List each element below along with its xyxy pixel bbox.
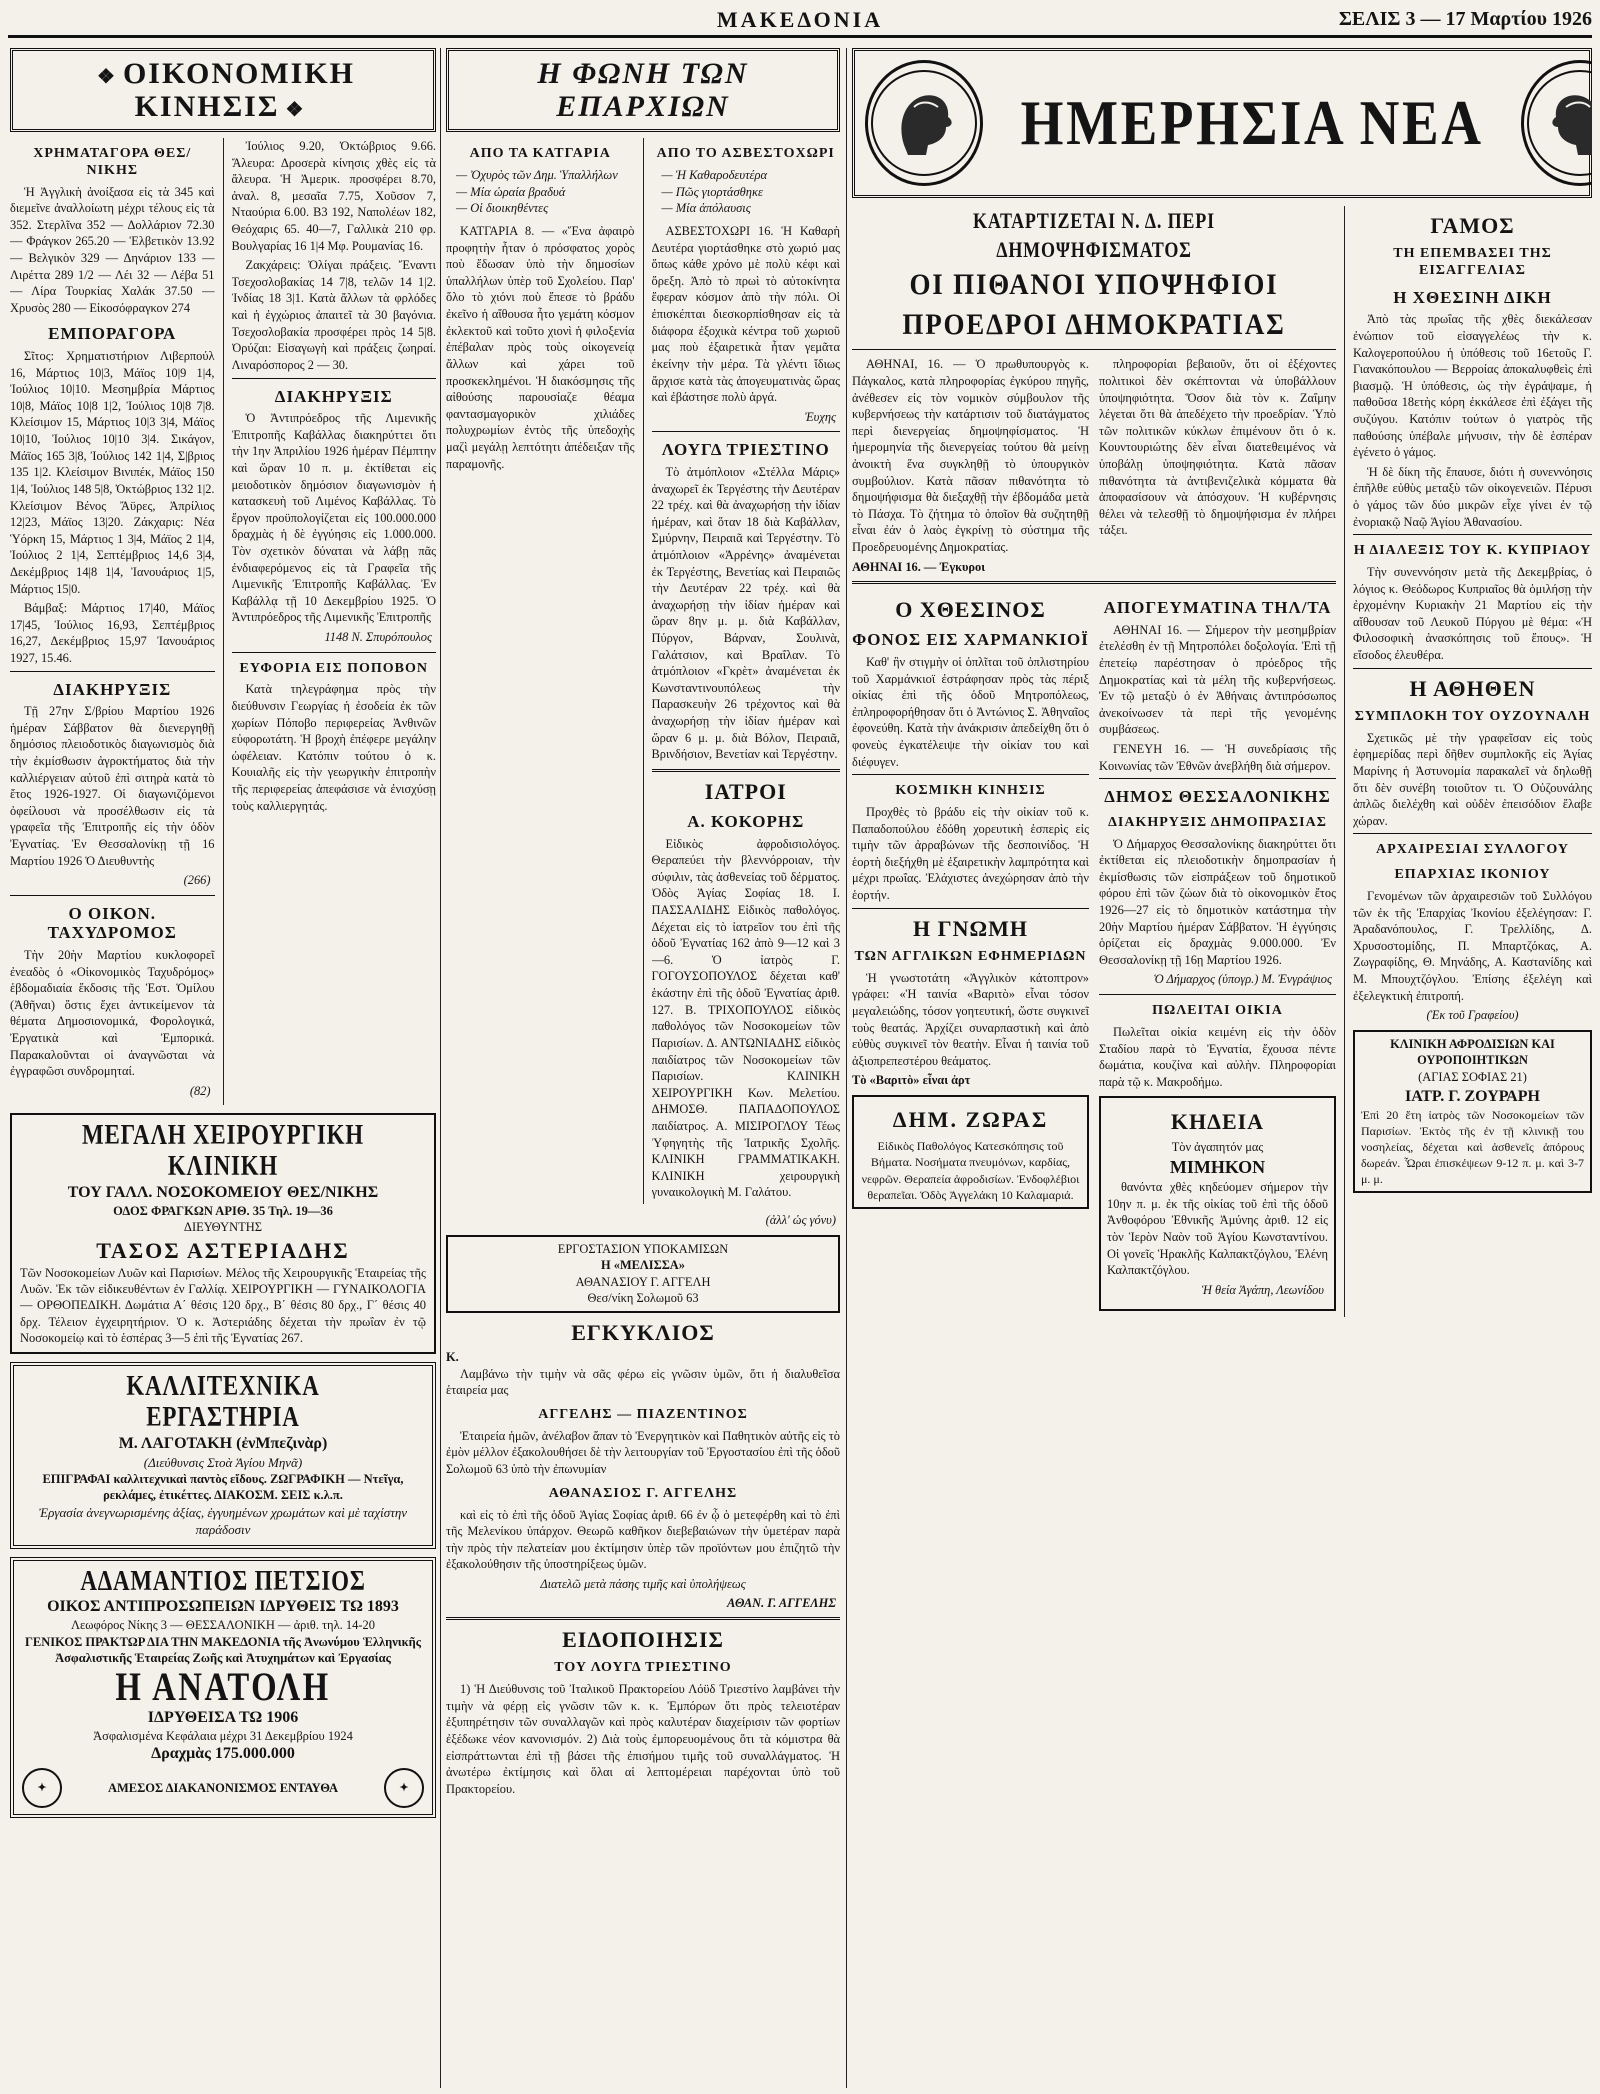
wedding-text-2: Ἡ δὲ δίκη τῆς ἔπαυσε, διότι ἡ συνεννόησις ἐπῆλθε εὐθὺς μεταξὺ τῶν οἰκογενειῶν. Πέρυσι ὁ γάμος τῶν δύο μικρῶν εἶχε γίνει ἐν τῷ ἐνοριακῷ Ναῷ Ἁγίου Ἀθανασίου. (1353, 464, 1592, 529)
clinic-ad (10, 1113, 436, 1354)
column-rule (440, 48, 441, 2088)
owner-name: ΑΘΑΝΑΣΙΟΣ Γ. ΑΓΓΕΛΗΣ (548, 1485, 738, 1501)
tenders-title: ΑΠΟΓΕΥΜΑΤΙΝΑ ΤΗΛ/ΤΑ (1103, 598, 1332, 618)
tenders-text: ΑΘΗΝΑΙ 16. — Σήμερον τὴν μεσημβρίαν ἐτελέσθη ἐν τῇ Μητροπόλει δοξολογία. Ἐπὶ τῇ ἐπετείῳ παρέστησαν ὁ πρόεδρος τῆς Δημοκρατίας καὶ τὰ μέλη τῆς κυβερνήσεως. Ἐν τῷ μεταξὺ ὁ ἐν Ἀθήναις ἀντιπρόσωπος ἀνεκοίνωσεν τὰ περὶ τῆς γενομένης συμβάσεως. (1099, 622, 1336, 737)
yesterday-story (852, 590, 1089, 1316)
list-item: — Πῶς γιορτάσθηκε (662, 184, 841, 201)
funeral-notice (1099, 1096, 1336, 1310)
owner-text: καὶ εἰς τὸ ἐπὶ τῆς ὁδοῦ Ἁγίας Σοφίας ἀριθ. 66 ἐν ᾧ ὁ μετεφέρθη καὶ τὸ ἐπὶ τῆς Μελενίκου ὑπάρχον. Θεωρῶ καθῆκον διεβεβαιώνων τὴν ὑμετέραν παρὰ τὴν πρὸς τὴν πελατείαν μου ἐκτίμησιν ὑπὲρ τῶν προϊόντων μου ἐπιζητῶ τὴν ἐξακολούθησιν τῆς ὑποστηρίξεως ὑμῶν. (446, 1507, 840, 1572)
daily-news-banner (852, 48, 1592, 198)
clinic-ad-director: ΤΑΣΟΣ ΑΣΤΕΡΙΑΔΗΣ (96, 1237, 350, 1263)
insurance-ad-company: Η ΑΝΑΤΟΛΗ (115, 1664, 331, 1710)
funeral-signature: Ἡ θεία Ἀγάπη, Λεωνίδου (1201, 1282, 1324, 1297)
owner-signature: ΑΘΑΝ. Γ. ΑΓΓΕΛΗΣ (727, 1595, 836, 1610)
art-ad-sub: (Διεύθυνσις Στοὰ Ἁγίου Μηνᾶ) (143, 1454, 303, 1470)
katgaria-text: ΚΑΤΓΑΡΙΑ 8. — «Ἕνα ἀφαιρὸ προφητὴν ἦταν ὁ πρόσφατος χορὸς ποὺ ἔδωσαν ὑπὸ τὴν δημοσίων ὑπαλλήλων ὑπὲρ τοῦ Σχολείου. Παρ' ὅλο τὸ χιόνι ποὺ ἔπεσε τὸ βράδυ ἐκεῖνο ἡ αἴθουσα ἦτο γεμάτη κόσμον ἐκλεκτοῦ καὶ τοῦτο χιονὶ ἡ φιλοξενία ἐπέβαλαν πρὸς τοὺς οἰκογενείᾳ ἄλλων καὶ χάρει τοῦ προσκεκλημένοι. Ἡ διακόσμησις τῆς αἰθούσης παρουσίαζε θέαμα φαντασμαγορικὸν χιλιάδες πολυχρωμίων ἐντὸς τῆς ὑπεδοχὴς μαζὶ μεγάλῃ λεπτότητι ἀπέδειξαν τῆς παραμονῆς. (446, 224, 635, 471)
venereal-ad-name: ΙΑΤΡ. Γ. ΖΟΥΡΑΡΗ (1405, 1087, 1540, 1105)
medallion-left-icon (865, 60, 983, 186)
encyclical-title: ΕΓΚΥΚΛΙΟΣ (571, 1320, 715, 1346)
commodity-text: Σῖτος: Χρηματιστήριον Λιβερπούλ 16, Μάρτιος 10|3, Μάϊος 10|9 1|4, Ἰούλιος 10|10. Μεσημβρία Μάρτιος 10|8, Μάϊος 10|8 1|2, Ἰούλιος 10|8 7|8. Κλείσιμον 15, Μάρτιος 10|3 3|4, Μάϊος 10|10, Ἰούλιος 10|10 3|4. Σικάγον, Μάϊος 165 3|8, Ἰούλιος 142 1|4, Σ|βριος 135 1|2. Κλείσιμον Βινιπέκ, Μάϊος 150 1|4, Ἰούλιος 148 5|8, Ὀκτώβριος 132 1|2. Κλείσιμον Βένος Ἄϋρες, Ἀπρίλιος 12|23, Μάϊος 13|20. Ζάκχαρις: Νέα Ὑόρκη 15, Μάρτιος 1 3|4, Μάϊος 2 1|4, Ἰούλιος 2 1|4, Σεπτέμβριος 14,6 3|4, Δεκέμβριος 14|8 1|4, Ἰανουάριος 1|5, Μάρτιος 15|0. (10, 349, 215, 596)
opinion-sub: ΤΩΝ ΑΓΓΛΙΚΩΝ ΕΦΗΜΕΡΙΔΩΝ (854, 948, 1087, 964)
declaration-title: ΔΙΑΚΗΡΥΞΙΣ (53, 679, 172, 699)
masthead (8, 4, 1592, 38)
social-title: ΚΟΣΜΙΚΗ ΚΙΝΗΣΙΣ (895, 783, 1046, 799)
factory-label: ΕΡΓΟΣΤΑΣΙΟΝ ΥΠΟΚΑΜΙΣΩΝ (557, 1241, 729, 1256)
dim-title: ΔΗΜ. ΖΩΡΑΣ (892, 1106, 1049, 1132)
declaration2-signature: 1148 Ν. Σπυρόπουλος (324, 630, 432, 644)
partners-text: Ἐταιρεία ἡμῶν, ἀνέλαβον ἅπαν τὸ Ἐνεργητικὸν καὶ Παθητικὸν αὐτῆς εἰς τὸ ἐμὸν μέλλον ἐξακολουθήσει δὲ τὴν λειτουργίαν τοῦ Ἐργοστασίου ἐπὶ τῆς ὁδοῦ Σολωμοῦ 63 ὑπὸ τὴν ἐπωνυμίαν (446, 1428, 840, 1477)
clinic-ad-title-2: ΤΟΥ ΓΑΛΛ. ΝΟΣΟΚΟΜΕΙΟΥ ΘΕΣ/ΝΙΚΗΣ (67, 1184, 379, 1202)
provinces-right (652, 138, 841, 1204)
athens-sub: ΣΥΜΠΛΟΚΗ ΤΟΥ ΟΥΖΟΥΝΑΛΗ (1354, 708, 1591, 724)
insurance-ad-profits: Ἀσφαλισμένα Κεφάλαια μέχρι 31 Δεκεμβρίου 1924 (93, 1729, 353, 1744)
notices-title: ΕΙΔΟΠΟΙΗΣΙΣ (562, 1627, 724, 1653)
funeral-name: ΜΙΜΗΚΟΝ (1169, 1157, 1266, 1178)
venereal-ad-title: ΚΛΙΝΙΚΗ ΑΦΡΟΔΙΣΙΩΝ ΚΑΙ ΟΥΡΟΠΟΙΗΤΙΚΩΝ (1390, 1036, 1555, 1068)
athens-text: Σχετικῶς μὲ τὴν γραφεῖσαν εἰς τοὺς ἐφημερίδας περὶ δῆθεν συμπλοκῆς εἰς Ἁγίας Μαρίνης ἡ Ἀστυνομία παρακαλεῖ νὰ δηλωθῇ ὅτι δὲν συνέβη τοιοῦτον τι. Ὁ Οὐζουνάλης ἀπλῶς διελέχθη καὶ οὐδὲν ἐπεισόδιον ἔλαβε χώραν. (1353, 730, 1592, 828)
market-text-2: Ζακχάρεις: Ὀλίγαι πράξεις. Ἔναντι Τσεχοσλοβακίας 14 7|8, τελῶν 14 1|2. Ἰνδίας 18 3|1. Κατὰ ἄλλων τὰ φρλόδες καὶ ἡ ἐγχώριος ἀπαιτεῖ τὰ 30 βαγόνια. Τσεχοσλοβακία προσφέρει πρὸς 14 5|8. Ὀρύζαι: Εἰσαγωγὴ καὶ πράξεις ζωηραί. Λιναρόσπορος 2 — 30. (231, 258, 436, 372)
doctors-text: Εἰδικὸς ἀφροδισιολόγος. Θεραπεύει τὴν βλεννόρροιαν, τὴν σύφιλιν, τὰς ἀσθενείας τοῦ δέρματος. Ὁδὸς Ἁγίας Σοφίας 18. Ι. ΠΑΣΣΑΛΙΔΗΣ Εἰδικὸς παθολόγος. Δέχεται εἰς τὸ ἰατρεῖον του ἐπὶ τῆς ὁδοῦ Ἐγνατίας 162 ἀπὸ 9—12 καὶ 3—6. Ὁ ἰατρὸς Γ. ΓΟΓΟΥΣΟΠΟΥΛΟΣ δέχεται καθ' ἑκάστην ἐπὶ τῆς ὁδοῦ Ἐγνατίας ἀριθ. 127. Β. ΤΡΙΧΟΠΟΥΛΟΣ εἰδικὸς παθολόγος τῶν Νοσοκομείων τῶν Παρισίων. Δ. ΑΝΤΩΝΙΑΔΗΣ εἰδικὸς παιδίατρος τῶν Νοσοκομείων τῶν Παρισίων. ΚΛΙΝΙΚΗ ΧΕΙΡΟΥΡΓΙΚΗ Κων. Μελετίου. ΔΗΜΟΣΘ. ΠΑΠΑΔΟΠΟΥΛΟΣ παιδίατρος. Α. ΜΙΣΙΡΟΓΛΟΥ Τέως Ὑφηγητὴς τῆς Ἰατρικῆς Σχολῆς. ΚΛΙΝΙΚΗ ΓΡΑΜΜΑΤΙΚΑΚΗ. ΚΛΙΝΙΚΗ χειρουργικὴ γυναικολογικὴ Μ. Γαλάτου. (651, 836, 840, 1200)
dim-text: Εἰδικὸς Παθολόγος Κατεσκόπησις τοῦ Βήματα. Νοσήματα πνευμόνων, καρδίας, νεφρῶν. Θεραπεία ἀφροδισίων. Ἐνδοφλέβιοι θεραπεῖαι. Ὁδὸς Ἀγγελάκη 10 Καλαμαριά. (861, 1139, 1080, 1202)
trieste-text: Τὸ ἀτμόπλοιον «Στέλλα Μάρις» ἀναχωρεῖ ἐκ Τεργέστης τὴν Δευτέραν 22 τρέχ. καὶ θὰ ἀναχωρήσῃ τὴν ἰδίαν ἡμέραν, καὶ ὅταν 18 διὰ Καβάλλαν, Σμύρνην, Πειραιᾶ καὶ Τεργέστην. Τὸ ἀτμόπλοιον «Ἀρρένης» ἀναμένεται ἐκ Τεργέστης, Βενετίας καὶ Πειραιῶς τὴν Δευτέραν 22 τρέχ. καὶ θὰ ἀναχωρήσῃ τὴν ἰδίαν ἡμέραν καὶ ὥραν 8ην μ. μ. διὰ Καβάλλαν, Πύργον, Βάρναν, Σουλινὰ, Γαλάτσιον, καὶ Βραΐλαν. Τὸ ἀτμόπλοιον «Γκρὲτ» ἀναμένεται ἐκ Κωνσταντινουπόλεως τὴν Παρασκευὴν 26 τρέχοντος καὶ θὰ ἀναχωρήσῃ τὴν ἰδίαν ἡμέραν καὶ ὥραν 6 μ. μ. διὰ Βόλον, Πειραιᾶ, Βρινδήσιον, Βενετίαν καὶ Τεργέστην. (651, 464, 840, 762)
declaration-text: Τῇ 27ην Σ/βρίου Μαρτίου 1926 ἡμέραν Σάββατον θὰ διενεργηθῇ δημόσιος πλειοδοτικὸς διαγωνισμὸς διὰ τὴν ἐκμίσθωσιν ἀγροκτήματος διὰ τὴν καλλιέργειαν αὐτοῦ ἐπὶ σιτηρὰ κατὰ τὸ ἔτος 1926-1927. Οἱ διαγωνιζόμενοι ὀφείλουσι νὰ προσέλθωσιν εἰς τὰ γραφεῖα τῆς Ἐπιτροπῆς εἰς τὴν ὁδὸν Ἐγνατίας. Ἐν Θεσσαλονίκῃ τῇ 16 Μαρτίου 1926 Ὁ Διευθυντὴς (10, 704, 215, 868)
art-ad-title: ΚΑΛΛΙΤΕΧΝΙΚΑ ΕΡΓΑΣΤΗΡΙΑ (126, 1371, 320, 1434)
list-item: — Μία ὡραία βραδυά (456, 184, 635, 201)
asvestochori-title: ΑΠΟ ΤΟ ΑΣΒΕΣΤΟΧΩΡΙ (656, 146, 835, 161)
insurance-ad-founded: ΙΔΡΥΘΕΙΣΑ ΤΩ 1906 (147, 1709, 299, 1727)
ornament-icon: ❖ (97, 66, 117, 88)
tenders-story (1099, 590, 1336, 1316)
venereal-ad-text: Ἐπὶ 20 ἔτη ἰατρὸς τῶν Νοσοκομείων τῶν Παρισίων. Ἐκτὸς τῆς ἐν τῇ κλινικῇ του νοσηλείας, δέχεται καὶ ἀσθενεῖς ἀπόρους δωρεάν. Ὧραι ἐπισκέψεων 9-12 π. μ. καὶ 3-7 μ. μ. (1361, 1108, 1584, 1187)
municipal-sub: ΔΙΑΚΗΡΥΞΙΣ ΔΗΜΟΠΡΑΣΙΑΣ (1108, 814, 1327, 830)
ornament-icon: ❖ (285, 99, 306, 121)
owner-close: Διατελῶ μετὰ πάσης τιμῆς καὶ ὑπολήψεως (540, 1576, 746, 1591)
list-item: — Οἱ διοικηθέντες (456, 200, 635, 217)
section-header-provinces: Η ΦΩΝΗ ΤΩΝ ΕΠΑΡΧΙΩΝ (446, 48, 840, 132)
art-ad-note: Ἐργασία ἀνεγνωρισμένης ἀξίας, ἐγγυημένων χρωμάτων καὶ μὲ ταχίστην παράδοσιν (38, 1504, 408, 1538)
seal-icon: ✦ (384, 1768, 424, 1808)
house-title: ΠΩΛΕΙΤΑΙ ΟΙΚΙΑ (1152, 1003, 1283, 1019)
insurance-ad-amount: Δραχμὰς 175.000.000 (151, 1745, 295, 1763)
asvestochori-text: ΑΣΒΕΣΤΟΧΩΡΙ 16. Ἡ Καθαρὴ Δευτέρα γιορτάσθηκε στὸ χωριό μας ὅπως κάθε χρόνο μὲ πολὺ κέφι καὶ ὄρεξη. Ἀπὸ τὸ πρωὶ τὸ αὐτοκίνητα ἔφεραν κόσμον ἀπὸ τὴν πόλι. Οἱ ἐπισκέπται διεσκορπίσθησαν εἰς τὰ διάφορα ἐξοχικὰ κέντρα τοῦ χωριοῦ μας ποὺ ἐξαιρετικὰ ἦταν γεμᾶτα ἐκείνην τὴν μέρα. Τὰ γλέντι ἴδιως ἄρχισε κατὰ τὰς ἀπογευματινὰς ὥρας καὶ ἐβάστησε πολὺ ἀργά. (651, 224, 840, 405)
katgaria-title: ΑΠΟ ΤΑ ΚΑΤΓΑΡΙΑ (469, 146, 611, 161)
postman-title: Ο ΟΙΚΟΝ. ΤΑΧΥΔΡΟΜΟΣ (47, 903, 177, 943)
funeral-text: θανόντα χθὲς κηδεύομεν σήμερον τὴν 10ην π. μ. ἐκ τῆς οἰκίας τοῦ ἐπὶ τῆς ὁδοῦ Ἀνθοφόρου Ἐθνικῆς Ἀμύνης ἀριθ. 12 εἰς τὸν Ἱερὸν Ναὸν τοῦ Ἁγίου Κωνσταντίνου. Οἱ γονεῖς Ἡρακλῆς Καλπακτζόγλου, Ἐλένη Καλπακτζόγλου. (1107, 1180, 1328, 1278)
municipal-title: ΔΗΜΟΣ ΘΕΣΣΑΛΟΝΙΚΗΣ (1104, 787, 1331, 807)
insurance-ad-address: Λεωφόρος Νίκης 3 — ΘΕΣΣΑΛΟΝΙΚΗ — ἀριθ. τηλ. 14-20 (70, 1618, 376, 1633)
funeral-title: ΚΗΔΕΙΑ (1170, 1109, 1265, 1135)
wedding-sub-2: Η ΧΘΕΣΙΝΗ ΔΙΚΗ (1393, 287, 1552, 307)
tenders-text-2: ΓΕΝΕΥΗ 16. — Ἡ συνεδρίασις τῆς Κοινωνίας τῶν Ἐθνῶν ἀνεβλήθη διὰ σήμερον. (1099, 742, 1336, 773)
cypriot-text: Τὴν συνεννόησιν μετὰ τῆς Δεκεμβρίας, ὁ λόγιος κ. Θεόδωρος Κυπριαῖος θὰ ὁμιλήσῃ τὴν ἐρχομένην Κυριακὴν 21 Μαρτίου εἰς τὴν αἴθουσαν τοῦ Λευκοῦ Πύργου μὲ θέμα: «Ἡ Φιλοσοφικὴ ἀνασκόπησις τοῦ ἔπους». Ἡ εἴσοδος ἐλευθέρα. (1353, 565, 1592, 663)
lead-title-1: ΚΑΤΑΡΤΙΖΕΤΑΙ Ν. Δ. ΠΕΡΙ ΔΗΜΟΨΗΦΙΣΜΑΤΟΣ (973, 208, 1215, 263)
list-item: — Ὀχυρὸς τῶν Δημ. Ὑπαλλήλων (456, 167, 635, 184)
clinic-signature: (ἀλλ' ὡς γόνυ) (765, 1213, 836, 1228)
commodity-text-2: Βάμβαξ: Μάρτιος 17|40, Μάϊος 17|45, Ἰούλιος 16,93, Σεπτέμβριος 16,27, Δεκέμβριος 15,97 Ἰανουάριος 1927, 15.46. (10, 601, 215, 665)
provinces-lower-left (446, 1210, 840, 1800)
economy-left (10, 138, 215, 1105)
lead-text-a: ΑΘΗΝΑΙ, 16. — Ὁ πρωθυπουργὸς κ. Πάγκαλος, κατὰ πληροφορίας ἐγκύρου πηγῆς, ἀνέθεσεν εἰς τὸν νομικὸν σύμβουλον τῆς κυβερνήσεως τὴν κατάρτισιν τοῦ διατάγματος περὶ διενεργείας δημοψηφίσματος. Ἡ ἡμερομηνία τῆς διενεργείας τούτου θὰ μείνῃ ἀνοικτὴ ἕνα συγκληθῇ τὸ ὑπουργικὸν συμβούλιον. Κατὰ πᾶσαν πιθανότητα τὸ δημοψήφισμα θὰ διεξαχθῇ τὴν ἐβδομάδα μετὰ τὸ Πάσχα. Τὸ ζήτημα τὸ ὁποῖον θὰ συζητηθῇ εἶναι ἐάν ὁ λαὸς ἐγκρίνῃ τὸ σύστημα τῆς Προεδρευομένης Δημοκρατίας. (852, 357, 1089, 555)
art-workshop-ad (10, 1362, 436, 1548)
venereal-clinic-ad (1353, 1030, 1592, 1194)
postman-text: Τὴν 20ὴν Μαρτίου κυκλοφορεῖ ἐνεαδὸς ὁ «Οἰκονομικὸς Ταχυδρόμος» ἑβδομαδιαία ἔκδοσις τῆς Ἑστ. Ὁμίλου (Ἀθῆναι) ὅστις ἔχει ἀντικείμενον τὰ θέματα Δημοσιονομικά, Φορολογικά, Ἐργατικὰ καὶ Ἐμπορικά. Παρακαλοῦνται οἱ ἀναγνῶσται νὰ ἐγγραφῶσι συνδρομηταί. (10, 947, 215, 1079)
page-dateline: ΣΕΛΙΣ 3 — 17 Μαρτίου 1926 (1338, 8, 1592, 30)
asvestochori-signature: Ἐυχης (804, 409, 836, 424)
doctors-title: ΙΑΤΡΟΙ (704, 778, 787, 804)
clinic-ad-director-label: ΔΙΕΥΘΥΝΤΗΣ (183, 1220, 263, 1235)
commodity-title: ΕΜΠΟΡΑΓΟΡΑ (48, 324, 177, 344)
wedding-text: Ἀπὸ τὰς πρωΐας τῆς χθὲς διεκάλεσαν ἐνώπιον τοῦ εἰσαγγελέως τὴν κ. Καλογεροπούλου ἡ ὑπόθεσις τοῦ 16ετοῦς Γ. Γιανακόπουλου — Βερροίας ἀποκαλυφθεὶς ἐπὶ βιασμῷ. Ἡ ὑπόθεσις, ὡς τὴν ἐγράψαμε, ἡ παθοῦσα 18ετὴς κόρη ἐκκάλεσε ἐπὶ ἐξάγει τῆς συζύγου. Κατόπιν τούτων ὁ γιατρὸς τῆς παθούσης ὑπέβαλε μήνυσιν, τὴν δὲ ἑσπέραν ἐγένετο ὁ γάμος. (1353, 312, 1592, 460)
list-item: — Ἡ Καθαροδευτέρα (662, 167, 841, 184)
declaration2-text: Ὁ Ἀντιπρόεδρος τῆς Λιμενικῆς Ἐπιτροπῆς Καβάλλας διακηρύττει ὅτι τὴν 1ην Ἀπριλίου 1926 ἡμέραν Πέμπτην καὶ ὥραν 10 π. μ. ἐκτίθεται εἰς μειοδοτικὸν δημόσιον διαγωνισμὸν ἡ κατασκευὴ τοῦ Λιμένος Καβάλλας. Τὸ ἔργον προϋπολογίζεται εἰς 100.000.000 δραχμὰς ἡ δὲ ἐγγύησις εἰς 1.000.000. Τὸν σχετικὸν δύναται νὰ λάβῃ πᾶς ἐνδιαφερόμενος εἰς τὰ Γραφεῖα τῆς Λιμενικῆς Ἐπιτροπῆς Καβάλλας. Ἐν Καβάλλᾳ τῇ 10 Δεκεμβρίου 1925. Ὁ Ἀντιπρόεδρος τῆς Λιμενικῆς Ἐπιτροπῆς (231, 411, 436, 625)
ikonion-text: Γενομένων τῶν ἀρχαιρεσιῶν τοῦ Συλλόγου τῶν ἐκ τῆς Ἐπαρχίας Ἰκονίου ἐξελέγησαν: Γ. Ἀραδανόπουλος, Γ. Τρελλίδης, Δ. Χρυσοστομίδης, Π. Μπαρτζόκας, Α. Ζωγραφίδης, Θ. Μηνάδης, Α. Καστανίδης καὶ Μ. Μπουχτζόγλου. Ἐπίσης ἐξελέγη καὶ ἐξελεγκτικὴ ἐπιτροπή. (1353, 888, 1592, 1003)
trieste-title: ΛΟΥΓΔ ΤΡΙΕΣΤΙΝΟ (661, 440, 830, 460)
doctor-zoras-ad (852, 1095, 1089, 1209)
lead-story (852, 206, 1336, 1317)
ikonion-signature: (Ἐκ τοῦ Γραφείου) (1426, 1008, 1519, 1023)
popov-title: ΕΥΦΟΡΙΑ ΕΙΣ ΠΟΠΟΒΟΝ (239, 660, 429, 676)
factory-address: Θεσ/νίκη Σολωμοῦ 63 (587, 1291, 699, 1306)
opinion-note: Τὸ «Βαριτὸ» εἶναι ἀρτ (852, 1073, 971, 1088)
insurance-ad-footer: ΑΜΕΣΟΣ ΔΙΑΚΑΝΟΝΙΣΜΟΣ ΕΝΤΑΥΘΑ (107, 1781, 339, 1796)
economy-subcolumns (10, 138, 436, 1105)
lead-title-2: ΟΙ ΠΙΘΑΝΟΙ ΥΠΟΨΗΦΙΟΙ ΠΡΟΕΔΡΟΙ ΔΗΜΟΚΡΑΤΙΑΣ (902, 267, 1286, 342)
postman-signature: (82) (189, 1083, 211, 1098)
katgaria-subheads (456, 167, 635, 217)
partners-title: ΑΓΓΕΛΗΣ — ΠΙΑΖΕΝΤΙΝΟΣ (538, 1407, 748, 1423)
column-daily-news (852, 48, 1592, 2088)
encyclical-text: Λαμβάνω τὴν τιμὴν νὰ σᾶς φέρω εἰς γνῶσιν ὑμῶν, ὅτι ἡ διαλυθεῖσα ἑταιρεία μας (446, 1366, 840, 1398)
encyclical-to: Κ. (446, 1350, 459, 1365)
house-text: Πωλεῖται οἰκία κειμένη εἰς τὴν ὁδὸν Σταδίου παρὰ τὸ Ἐγνατία, ἔχουσα πέντε δωμάτια, κουζίνα καὶ αὐλὴν. Πληροφορίαι παρὰ τῷ κ. Μακροδήμω. (1099, 1024, 1336, 1089)
insurance-ad (10, 1557, 436, 1819)
municipal-text: Ὁ Δήμαρχος Θεσσαλονίκης διακηρύττει ὅτι ἐκτίθεται εἰς πλειοδοτικὴν δημοπρασίαν ἡ ἐκμίσθωσις τῶν εἰσπράξεων τοῦ δημοτικοῦ φόρου ἐπὶ τῶν ζώων διὰ τὸ οἰκονομικὸν ἔτος 1926—27 εἰς τὸ δημοτικὸν κατάστημα τὴν 20ὴν Μαρτίου ἡμέραν Σάββατον. Ἡ ἐγγύησις ὁρίζεται εἰς δραχμὰς 9.000.000. Ἐν Θεσσαλονίκῃ τῇ 16ῃ Μαρτίου 1926. (1099, 836, 1336, 967)
clinic-ad-address: ΟΔΟΣ ΦΡΑΓΚΩΝ ΑΡΙΘ. 35 Τηλ. 19—36 (113, 1204, 333, 1219)
funeral-sub: Τὸν ἀγαπητόν μας (1171, 1139, 1264, 1154)
bourse-text: Ἡ Ἀγγλικὴ ἀνοίξασα εἰς τὰ 345 καὶ διεμεῖνε ἀναλλοίωτη μέχρι τέλους εἰς τὰ 352. Στερλῖνα 352 — Δολλάριον 72.30 — Φράγκον 265.20 — Ἑλβετικὸν 13.92 — Βελγικὸν 329 — Δηνάριον 133 — Λιρέττα 289 1/2 — Λέι 32 — Λέβα 51 — Λίρα Τουρκίας Χαλάκ 37.50 — Χρυσὸς 280 — Εἰκοσόφραγκον 274 (10, 184, 215, 315)
bourse-title: ΧΡΗΜΑΤΑΓΟΡΑ ΘΕΣ/ΝΙΚΗΣ (33, 146, 192, 178)
column-provinces (446, 48, 840, 2088)
factory-name: Η «ΜΕΛΙΣΣΑ» (601, 1258, 685, 1273)
insurance-ad-agent: ΓΕΝΙΚΟΣ ΠΡΑΚΤΩΡ ΔΙΑ ΤΗΝ ΜΑΚΕΔΟΝΙΑ τῆς Ἀνωνύμου Ἑλληνικῆς Ἀσφαλιστικῆς Ἑταιρείας Ζωῆς καὶ Ἀτυχημάτων καὶ Ἐργασίας (24, 1634, 421, 1665)
insurance-ad-sub: ΟΙΚΟΣ ΑΝΤΙΠΡΟΣΩΠΕΙΩΝ ΙΔΡΥΘΕΙΣ ΤΩ 1893 (47, 1598, 399, 1616)
clinic-ad-title: ΜΕΓΑΛΗ ΧΕΙΡΟΥΡΓΙΚΗ ΚΛΙΝΙΚΗ (82, 1120, 364, 1183)
popov-text: Κατὰ τηλεγράφημα πρὸς τὴν διεύθυνσιν Γεωργίας ἡ ἐσοδεία ἐκ τῶν χωρίων Πόποβο περιφερείας Ἀνθινῶν εὐφορωτάτη. Ἡ βροχὴ ἐπέφερε μεγάλην ὠφέλειαν. Κατόπιν τούτου ὁ κ. Κουιαλῆς εἰς τὴν γεωργικὴν ἐπιτροπὴν τῆς περιφερείας ἀπεφάσισε νὰ ἐνισχύσῃ τοὺς καλλιεργητάς. (231, 682, 436, 813)
list-item: — Μία ἀπόλαυσις (662, 200, 841, 217)
section-header-economy: ❖ ΟΙΚΟΝΟΜΙΚΗ ΚΙΝΗΣΙΣ ❖ (10, 48, 436, 132)
provinces-left (446, 138, 635, 1204)
opinion-title: Η ΓΝΩΜΗ (913, 915, 1028, 941)
municipal-signature: Ὁ Δήμαρχος (ὑπογρ.) Μ. Ἐνγράψιος (1153, 972, 1332, 987)
factory-owner: ΑΘΑΝΑΣΙΟΥ Γ. ΑΓΓΕΛΗ (575, 1274, 711, 1289)
declaration-signature: (266) (183, 873, 211, 888)
yesterday-title: Ο ΧΘΕΣΙΝΟΣ (895, 597, 1046, 623)
market-text: Ἰούλιος 9.20, Ὀκτώβριος 9.66. Ἄλευρα: Δροσερὰ κίνησις χθὲς εἰς τὰ ἄλευρα. Ἡ Ἀμερικ. προσφέρει 8.70, ἀναλ. 8, μεσαῖα 7.75, Χοῦσον 7, Νταούρια 6.00. Β3 192, Ναπολέων 182, Θεόχαρις 65. 40—7, Γαλλικὰ 210 φρ. Βουλγαρίας 16 1|4 Μφ. Ρουμανίας 16. (231, 139, 436, 253)
factory-ad (446, 1235, 840, 1313)
art-ad-body: ΕΠΙΓΡΑΦΑΙ καλλιτεχνικαὶ παντὸς εἴδους. ΖΩΓΡΑΦΙΚΗ — Ντεῖγα, ρεκλάμες, ἐτικέττες. ΔΙΑΚΟΣΜ. ΣΕΙΣ κ.λ.π. (42, 1472, 404, 1503)
column-rule (846, 48, 847, 2088)
opinion-text: Ἡ γνωστοτάτη «Ἀγγλικὸν κάτοπτρον» γράφει: «Ἡ ταινία «Βαριτὸ» εἶναι τόσον μεγαλειώδης, τόσον γοητευτική, ὥστε συγκινεῖ τοὺς θεατάς. Ἀρχίζει συναρπαστικὴ καὶ ἀπὸ εὐθὺς συγκινεῖ τὸν θεατὴν. Εἶναι ἡ ταινία τοῦ ἀξιοπρεπεστέρου θεάματος. (852, 970, 1089, 1068)
clinic-ad-body: Τῶν Νοσοκομείων Λυῶν καὶ Παρισίων. Μέλος τῆς Χειρουργικῆς Ἑταιρείας τῆς Λυῶν. Ἐκ τῶν εἰδικευθέντων ἐν Γαλλίᾳ. ΧΕΙΡΟΥΡΓΙΚΗ — ΓΥΝΑΙΚΟΛΟΓΙΑ — ΟΡΘΟΠΕΔΙΚΗ. Δωμάτια Α΄ θέσις 120 δρχ., Β΄ θέσις 80 δρχ., Γ΄ θέσις 40 δρχ. Τέλειον ἐγχειρητήριον. Ὁ κ. Ἀστεριάδης δέχεται τὴν πρωΐαν ἐν τῷ Νοσοκομείῳ καὶ τὸ ἑσπέρας 3—5 ἐπὶ τῆς Ἐγνατίας 267. (20, 1265, 426, 1345)
ikonion-sub: ΕΠΑΡΧΙΑΣ ΙΚΟΝΙΟΥ (1394, 867, 1551, 883)
athens-title: Η ΑΘΗΘΕΝ (1409, 675, 1536, 701)
insurance-ad-name: ΑΔΑΜΑΝΤΙΟΣ ΠΕΤΣΙΟΣ (80, 1565, 366, 1597)
yesterday-text: Καθ' ἣν στιγμὴν οἱ ὁπλῖται τοῦ ὁπλιστηρίου τοῦ Χαρμάνκιοϊ ἐστράφησαν πρὸς τὰς πέριξ οἰκίας ἐπὶ τῆς ὁδοῦ Μητροπόλεως, ἐπληροφορήθησαν ὅτι ὁ Ἀντώνιος Σ. Ἀθηναῖος ἐφονεύθη. Κατὰ τὴν ἀνάκρισιν ἀπεδείχθη ὅτι ὁ φονεὺς ἐγκατέλειψε τὴν οἰκίαν του καὶ διέφυγεν. (852, 654, 1089, 769)
notices-text: 1) Ἡ Διεύθυνσις τοῦ Ἰταλικοῦ Πρακτορείου Λόϋδ Τριεστίνο λαμβάνει τὴν τιμὴν νὰ φέρῃ εἰς γνῶσιν τῶν κ. κ. Ἐμπόρων ὅτι πρὸς τελειοτέραν ἐξυπηρέτησιν τῶν συναλλαγῶν καὶ πρὸς καλυτέραν διαχείρισιν τῶν φορτίων ἐξέδωκε νέον κανονισμόν. 2) Διὰ τοὺς ἐμπορευομένους ὅτι τὰ κόμιστρα θὰ εἰσπράττωνται ἐπὶ τῇ βάσει τῆς ἐπισήμου τιμῆς τοῦ συναλλάγματος. Ἡ ἀνωτέρω ἐκτίμησις καὶ ὅλαι αἱ λεπτομέρειαι παρέχονται ὑπὸ τοῦ Πρακτορείου. (446, 1682, 840, 1796)
side-stories (1353, 206, 1592, 1317)
venereal-ad-sub: (ΑΓΙΑΣ ΣΟΦΙΑΣ 21) (1418, 1070, 1527, 1085)
wedding-title: ΓΑΜΟΣ (1430, 213, 1515, 238)
column-economy (10, 48, 436, 2088)
wedding-sub: ΤΗ ΕΠΕΜΒΑΣΕΙ ΤΗΣ ΕΙΣΑΓΓΕΛΙΑΣ (1393, 246, 1552, 278)
art-ad-name: Μ. ΛΑΓΟΤΑΚΗ (ἐνΜπεζινὰρ) (118, 1434, 328, 1452)
cypriot-title: Η ΔΙΑΛΕΞΙΣ ΤΟΥ Κ. ΚΥΠΡΙΑΟΥ (1353, 543, 1592, 559)
lead-signature: ΑΘΗΝΑΙ 16. — Ἐγκυροι (852, 559, 986, 574)
medallion-right-icon (1521, 60, 1592, 186)
economy-right (232, 138, 437, 1105)
yesterday-sub: ΦΟΝΟΣ ΕΙΣ ΧΑΡΜΑΝΚΙΟΪ (852, 630, 1089, 650)
paper-name: ΜΑΚΕΔΟΝΙΑ (716, 6, 884, 32)
notices-sub: ΤΟΥ ΛΟΥΓΔ ΤΡΙΕΣΤΙΝΟ (554, 1660, 732, 1676)
lead-text-b: πληροφορίαι βεβαιοῦν, ὅτι οἱ ἐξέχοντες πολιτικοὶ δὲν σκέπτονται νὰ ὑποβάλλουν ὑποψηφιότητα. Ὅσον διὰ τὸν κ. Ζαΐμην λέγεται ὅτι θὰ ἀπεδέχετο τὴν προεδρίαν. Ὑπὸ τῶν πολιτικῶν κύκλων ἐπιμένουν ὅτι ὁ κ. Κουντουριώτης δὲν εἶναι διατεθειμένος νὰ ὑποβάλῃ ὑποψηφιότητα. Κατὰ πᾶσαν πιθανότητα τὰ ἀντιβενιζελικὰ κόμματα θὰ ἀποφασίσουν νὰ ἀπόσχουν. Ἡ κυβέρνησις θέλει νὰ τελεσθῇ τὸ δημοψήφισμα ἐν πλήρει τάξει. (1099, 357, 1336, 538)
declaration2-title: ΔΙΑΚΗΡΥΞΙΣ (274, 386, 393, 406)
doctors-name: Α. ΚΟΚΟΡΗΣ (687, 812, 805, 832)
asvestochori-subheads (662, 167, 841, 217)
ikonion-title: ΑΡΧΑΙΡΕΣΙΑΙ ΣΥΛΛΟΓΟΥ (1376, 842, 1569, 858)
seal-icon: ✦ (22, 1768, 62, 1808)
social-text: Προχθὲς τὸ βράδυ εἰς τὴν οἰκίαν τοῦ κ. Παπαδοπούλου ἐδόθη χορευτικὴ ἑσπερὶς εἰς τιμὴν τῶν ἀρραβώνων τῆς δεσποινίδος. Ἡ ἑορτὴ διεξήχθη μὲ ἐξαιρετικὴν λαμπρότητα καὶ μέχρι πρωΐας. Ἐλάχιστες ἀνεχώρησαν ἀπὸ τὴν ἑορτήν. (852, 805, 1089, 903)
daily-news-title: ΗΜΕΡΗΣΙΑ ΝΕΑ (1020, 87, 1484, 159)
